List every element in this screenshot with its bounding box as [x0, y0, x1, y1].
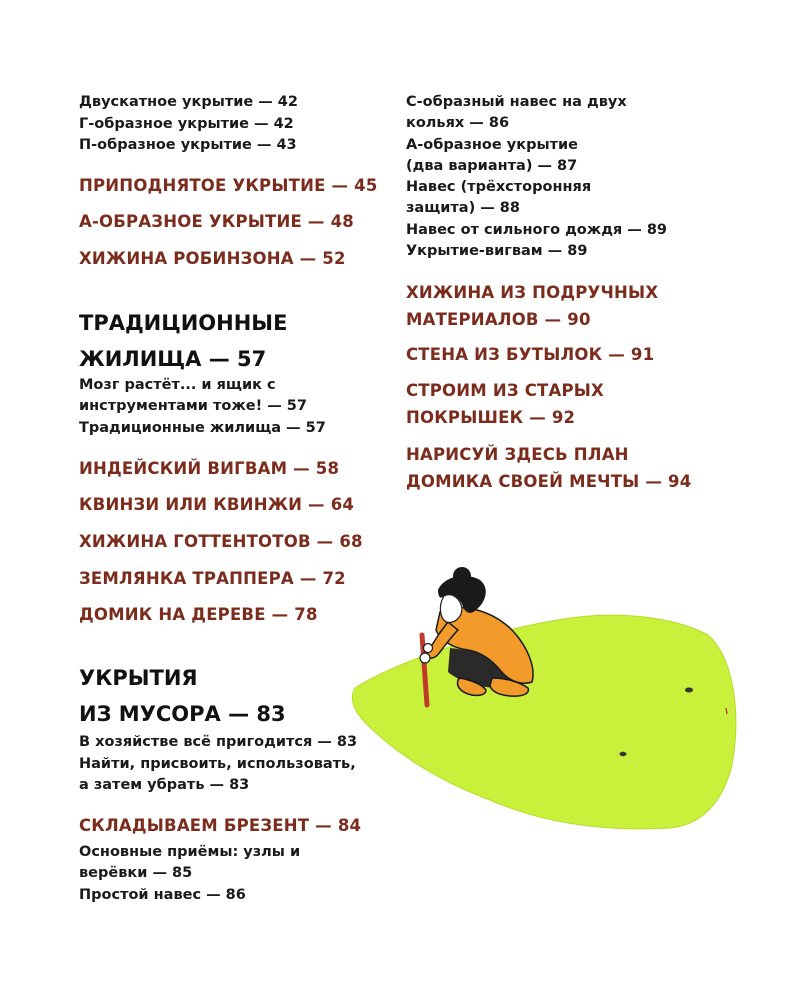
child-hand — [420, 653, 430, 663]
toc-subitem: Навес (трёхсторонняя защита) — 88 — [406, 179, 592, 216]
toc-subitem: С-образный навес на двух кольях — 86 — [406, 94, 627, 131]
hole-mark — [620, 752, 627, 756]
toc-section-tires: СТРОИМ ИЗ СТАРЫХ ПОКРЫШЕК — 92 — [406, 381, 604, 427]
toc-part-debris: УКРЫТИЯ ИЗ МУСОРА — 83 — [79, 666, 286, 726]
toc-subitem: Найти, присвоить, использовать, а затем убрать — 83 — [79, 756, 356, 793]
toc-subitem: П-образное укрытие — 43 — [79, 137, 297, 153]
toc-section-treehouse: ДОМИК НА ДЕРЕВЕ — 78 — [79, 605, 318, 624]
grass-patch — [352, 615, 735, 829]
toc-subitem: Навес от сильного дождя — 89 — [406, 222, 667, 238]
toc-section-quinzee: КВИНЗИ ИЛИ КВИНЖИ — 64 — [79, 495, 355, 514]
child-hand — [424, 644, 433, 653]
toc-subitem: Двускатное укрытие — 42 — [79, 94, 298, 110]
toc-section-wigwam: ИНДЕЙСКИЙ ВИГВАМ — 58 — [79, 459, 340, 478]
toc-section-dugout: ЗЕМЛЯНКА ТРАППЕРА — 72 — [79, 569, 346, 588]
toc-subitem: Традиционные жилища — 57 — [79, 420, 326, 436]
toc-part-traditional: ТРАДИЦИОННЫЕ ЖИЛИЩА — 57 — [79, 311, 288, 371]
toc-subitem: Г-образное укрытие — 42 — [79, 116, 294, 132]
toc-section-tarp: СКЛАДЫВАЕМ БРЕЗЕНТ — 84 — [79, 816, 362, 835]
toc-subitem: Основные приёмы: узлы и верёвки — 85 — [79, 844, 301, 881]
toc-subitem: В хозяйстве всё пригодится — 83 — [79, 734, 358, 750]
hole-mark — [685, 688, 693, 693]
toc-subitem: Укрытие-вигвам — 89 — [406, 243, 588, 259]
toc-section-improvised: ХИЖИНА ИЗ ПОДРУЧНЫХ МАТЕРИАЛОВ — 90 — [406, 283, 659, 329]
child-hair-bun — [453, 567, 471, 585]
toc-section-robinson: ХИЖИНА РОБИНЗОНА — 52 — [79, 249, 346, 268]
toc-subitem: А-образное укрытие (два варианта) — 87 — [406, 137, 578, 174]
child-planting-stick-illustration — [340, 560, 740, 860]
toc-subitem: Простой навес — 86 — [79, 887, 246, 903]
toc-section-raised: ПРИПОДНЯТОЕ УКРЫТИЕ — 45 — [79, 176, 378, 195]
toc-section-bottles: СТЕНА ИЗ БУТЫЛОК — 91 — [406, 345, 655, 364]
toc-section-draw: НАРИСУЙ ЗДЕСЬ ПЛАН ДОМИКА СВОЕЙ МЕЧТЫ — 94 — [406, 445, 692, 491]
toc-section-hottentot: ХИЖИНА ГОТТЕНТОТОВ — 68 — [79, 532, 363, 551]
toc-section-a-frame: А-ОБРАЗНОЕ УКРЫТИЕ — 48 — [79, 212, 354, 231]
toc-subitem: Мозг растёт... и ящик с инструментами тоже! — 57 — [79, 377, 307, 414]
